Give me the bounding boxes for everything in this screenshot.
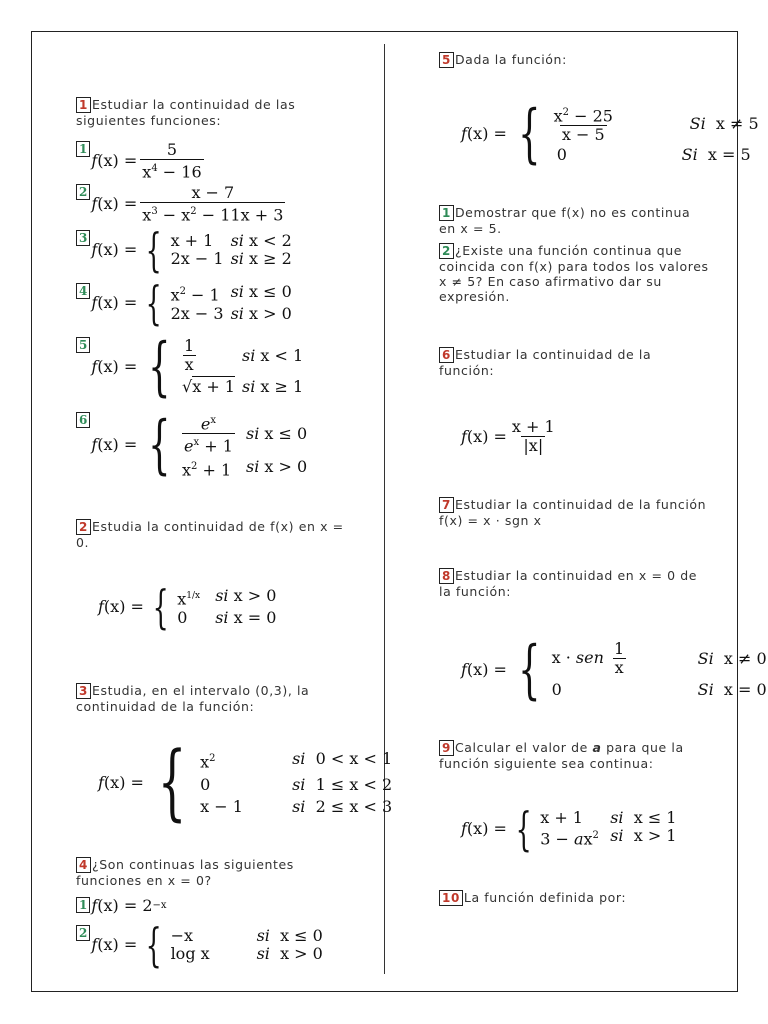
problem-5-statement bbox=[439, 52, 709, 68]
problem-number-badge: 6 bbox=[439, 347, 454, 363]
item-1-5: 5 f (x) = { $\frac{1}{x}$ si x < 1 √x + 1 si x ≥ 1 bbox=[76, 337, 303, 396]
problem-text: Estudiar la continuidad de las siguientes funciones: bbox=[76, 97, 296, 128]
problem-2-statement bbox=[76, 519, 361, 550]
problem-text: Dada la función: bbox=[454, 52, 567, 67]
variable-a: a bbox=[592, 740, 602, 755]
item-number-badge: 2 bbox=[76, 184, 90, 200]
item-number-badge: 6 bbox=[76, 412, 90, 428]
problem-text: Estudiar la continuidad de la función: bbox=[439, 347, 652, 378]
problem-9-statement bbox=[439, 740, 714, 771]
problem-number-badge: 5 bbox=[439, 52, 454, 68]
problem-text: Estudiar la continuidad en x = 0 de la función: bbox=[439, 568, 698, 599]
problem-text: para que la función siguiente sea continua: bbox=[439, 740, 684, 771]
problem-number-badge: 10 bbox=[439, 890, 463, 906]
item-4-2: 2 f (x) = { −x si x ≤ 0 log x si x > 0 bbox=[76, 925, 323, 965]
question-text: Demostrar que f(x) no es continua en x = 5. bbox=[439, 205, 691, 236]
item-number-badge: 5 bbox=[76, 337, 90, 353]
item-1-4: 4 f (x) = { $x^2 - 1$ si x ≤ 0 2x − 3 si x > 0 bbox=[76, 283, 292, 323]
problem-5-question-1 bbox=[439, 205, 709, 236]
problem-text: Estudiar la continuidad de la función f(x) = x · sgn x bbox=[439, 497, 707, 528]
problem-text: Estudia la continuidad de f(x) en x = 0. bbox=[76, 519, 344, 550]
problem-number-badge: 3 bbox=[76, 683, 91, 699]
problem-5-question-2 bbox=[439, 243, 714, 304]
problem-5-function: f (x) = { $\frac{x^2 - 25}{x - 5}$ Si x ≠ 5 0 Si x = 5 bbox=[461, 97, 759, 172]
item-1-2: 2 f (x) = $\frac{x - 7}{x^3 - x^2 - 11x + 3}$ bbox=[76, 184, 288, 224]
problem-4-statement bbox=[76, 857, 361, 888]
problem-3-function: f (x) = { $x^2$ si 0 < x < 1 0 si 1 ≤ x < 2 x − 1 si 2 ≤ x < 3 bbox=[98, 735, 393, 830]
problem-2-function: f (x) = { $x^{1/x}$ si x > 0 0 si x = 0 bbox=[98, 580, 277, 634]
item-number-badge: 1 bbox=[439, 205, 454, 221]
problem-1-statement bbox=[76, 97, 346, 128]
problem-10-statement bbox=[439, 890, 709, 906]
problem-6-statement bbox=[439, 347, 709, 378]
item-4-1: 1 f (x) = 2 −x bbox=[76, 897, 167, 915]
item-number-badge: 2 bbox=[76, 925, 90, 941]
item-number-badge: 4 bbox=[76, 283, 90, 299]
problem-number-badge: 8 bbox=[439, 568, 454, 584]
item-1-1: 1 f (x) = $\frac{5}{x^4 - 16}$ bbox=[76, 141, 207, 181]
problem-text: La función definida por: bbox=[463, 890, 627, 905]
item-1-3: 3 f (x) = { x + 1 si x < 2 2x − 1 si x ≥ 2 bbox=[76, 230, 292, 270]
problem-9-function: f (x) = { x + 1 si x ≤ 1 $3 - ax^2$ si x > 1 bbox=[461, 802, 677, 856]
problem-3-statement bbox=[76, 683, 361, 714]
item-number-badge: 2 bbox=[439, 243, 454, 259]
problem-text: Calcular el valor de bbox=[454, 740, 593, 755]
problem-text: ¿Son continuas las siguientes funciones en x = 0? bbox=[76, 857, 294, 888]
problem-number-badge: 9 bbox=[439, 740, 454, 756]
problem-number-badge: 7 bbox=[439, 497, 454, 513]
item-number-badge: 3 bbox=[76, 230, 90, 246]
item-1-6: 6 f (x) = { $\frac{e^x}{e^x + 1}$ si x ≤ 0 $x^2 + 1$ si x > 0 bbox=[76, 412, 307, 479]
problem-number-badge: 2 bbox=[76, 519, 91, 535]
problem-6-function: f (x) = $\frac{x + 1}{|x|}$ bbox=[461, 417, 555, 455]
problem-7-statement bbox=[439, 497, 709, 528]
question-text: ¿Existe una función continua que coincida con f(x) para todos los valores x ≠ 5? En caso afirmativo dar su expresión. bbox=[439, 243, 709, 304]
problem-number-badge: 4 bbox=[76, 857, 91, 873]
problem-8-statement bbox=[439, 568, 709, 599]
item-number-badge: 1 bbox=[76, 141, 90, 157]
column-divider bbox=[384, 44, 385, 974]
problem-text: Estudia, en el intervalo (0,3), la continuidad de la función: bbox=[76, 683, 310, 714]
problem-number-badge: 1 bbox=[76, 97, 91, 113]
problem-8-function: f (x) = { x · sen $\frac{1}{x}$ Si x ≠ 0 0 Si x = 0 bbox=[461, 632, 767, 707]
item-number-badge: 1 bbox=[76, 897, 90, 913]
